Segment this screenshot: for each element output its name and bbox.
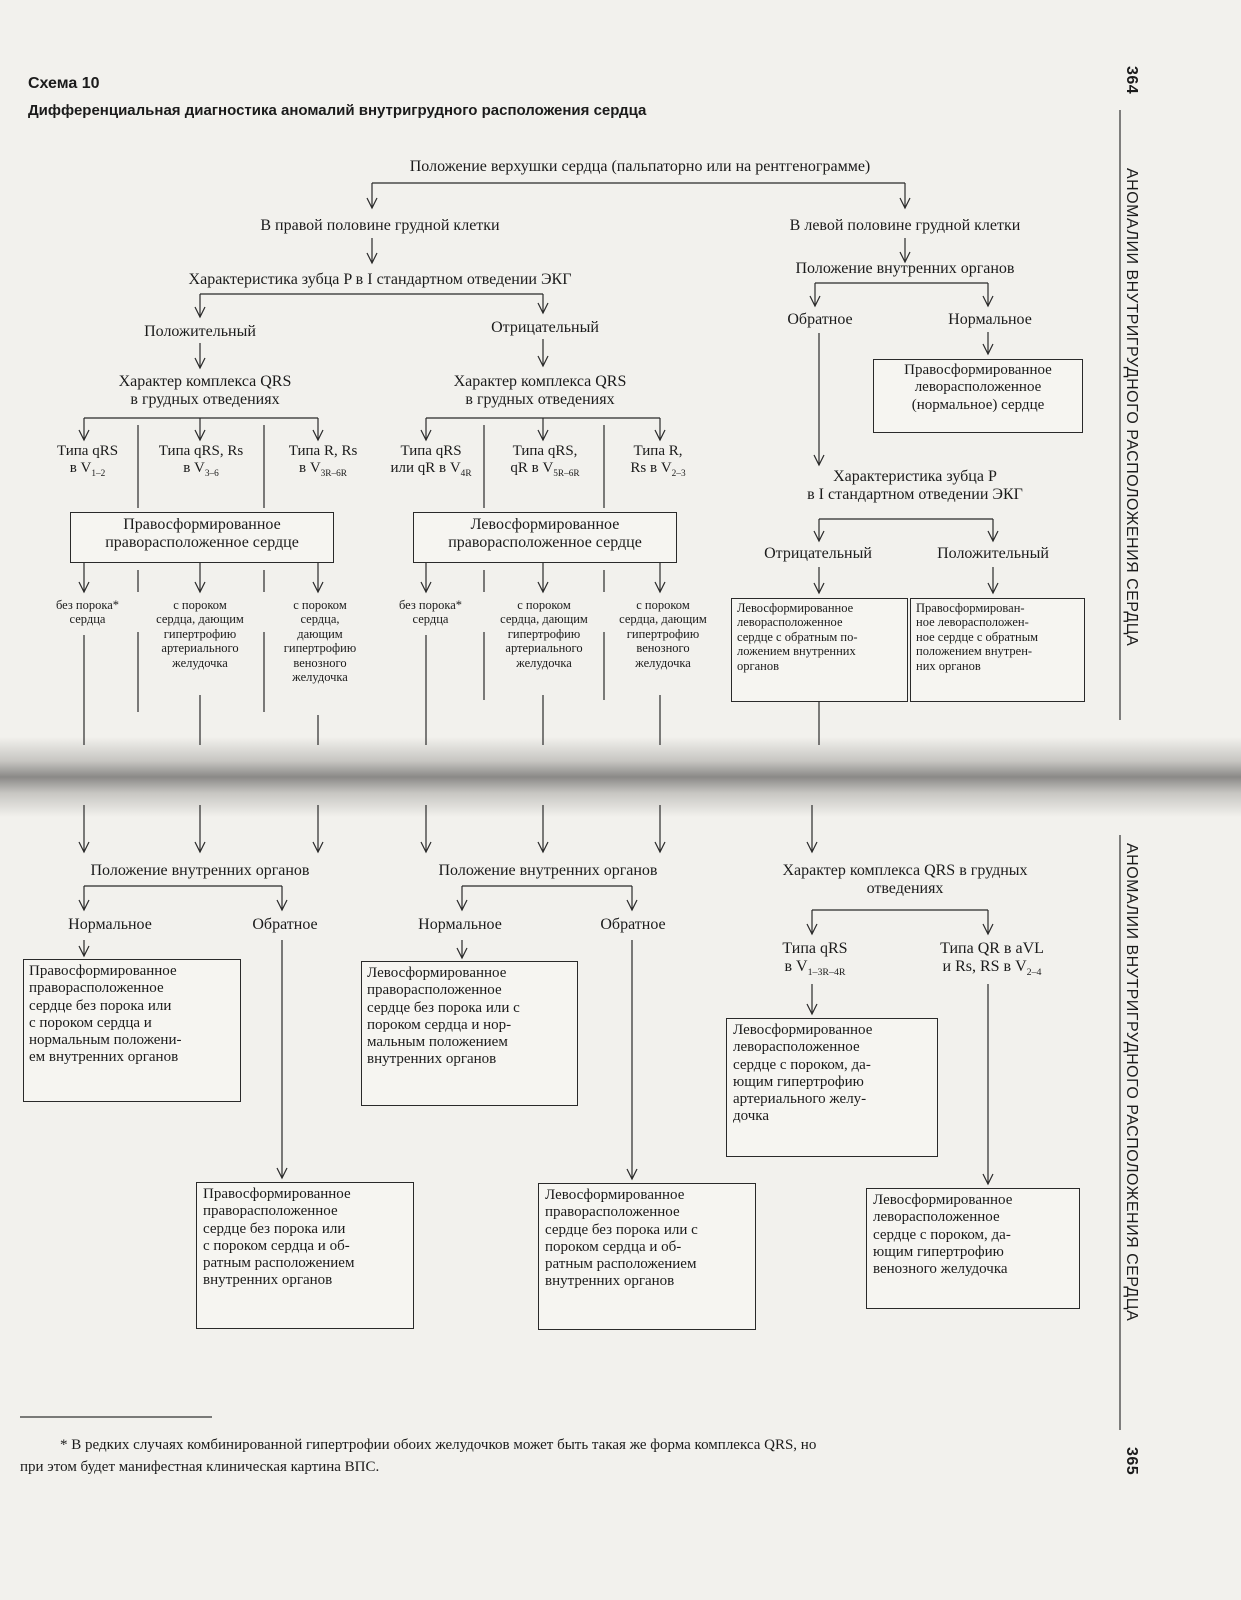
- type-a: Типа qRS в $V_{1-2}$: [56, 443, 119, 480]
- type-h: Типа QR в aVL и Rs, RS в $V_{2-4}$: [940, 940, 1044, 979]
- node-positive-2: Положительный: [937, 545, 1049, 562]
- node-qrs-b3: Характер комплекса QRS в грудных отведениях: [782, 862, 1028, 898]
- footnote-rule: [20, 1415, 220, 1419]
- box-b6: Левосформированное леворасположенное сердце с пороком, да- ющим гипертрофию венозного желудочка: [866, 1188, 1080, 1309]
- node-left-half: В левой половине грудной клетки: [789, 217, 1021, 234]
- page-number-top: 364: [1123, 66, 1140, 95]
- type-b: Типа qRS, Rs в $V_{3-6}$: [158, 443, 244, 480]
- leaf-2: с пороком сердца, дающим гипертрофию артериального желудочка: [156, 598, 244, 670]
- footnote-line-1: * В редких случаях комбинированной гипертрофии обоих желудочков может быть такая же форма комплекса QRS, но: [60, 1437, 817, 1453]
- box-b4: Правосформированное праворасположенное сердце без порока или с пороком сердца и об- ратным расположением внутренних органов: [196, 1182, 414, 1329]
- box-dextro-dextro: Правосформированное праворасположенное сердце: [70, 512, 334, 563]
- running-head-top: АНОМАЛИИ ВНУТРИГРУДНОГО РАСПОЛОЖЕНИЯ СЕРДЦА: [1123, 168, 1140, 647]
- leaf-1: без порока* сердца: [55, 598, 120, 627]
- type-g: Типа qRS в $V_{1-3R-4R}$: [782, 940, 848, 979]
- node-reverse-top: Обратное: [787, 311, 853, 328]
- leaf-4: без порока* сердца: [398, 598, 463, 627]
- box-levo-levo-reverse: Левосформированное леворасположенное сердце с обратным по- ложением внутренних органов: [731, 598, 908, 702]
- node-right-half: В правой половине грудной клетки: [260, 217, 500, 234]
- box-b5: Левосформированное праворасположенное сердце без порока или с пороком сердца и об- ратным расположением внутренних органов: [538, 1183, 756, 1330]
- node-organs-b2: Положение внутренних органов: [438, 862, 658, 879]
- box-b3: Левосформированное леворасположенное сердце с пороком, да- ющим гипертрофию артериального желу- дочка: [726, 1018, 938, 1157]
- type-c: Типа R, Rs в $V_{3R-6R}$: [288, 443, 358, 480]
- type-d: Типа qRS или qR в $V_{4R}$: [390, 443, 472, 480]
- node-qrs-2: Характер комплекса QRS в грудных отведениях: [453, 373, 627, 409]
- scheme-number: Схема 10: [28, 75, 100, 92]
- node-reverse-b2: Обратное: [600, 916, 666, 933]
- leaf-6: с пороком сердца, дающим гипертрофию венозного желудочка: [619, 598, 707, 670]
- box-b2: Левосформированное праворасположенное сердце без порока или с пороком сердца и нор- мальным положением внутренних органов: [361, 961, 578, 1106]
- type-f: Типа R, Rs в $V_{2-3}$: [630, 443, 686, 480]
- node-positive-1: Положительный: [144, 323, 256, 340]
- type-e: Типа qRS, qR в $V_{5R-6R}$: [510, 443, 580, 480]
- node-root: Положение верхушки сердца (пальпаторно или на рентгенограмме): [409, 158, 871, 175]
- leaf-3: с пороком сердца, дающим гипертрофию венозного желудочка: [283, 598, 357, 684]
- node-qrs-1: Характер комплекса QRS в грудных отведениях: [118, 373, 292, 409]
- box-normal-heart: Правосформированное леворасположенное (нормальное) сердце: [873, 359, 1083, 433]
- box-levo-dextro: Левосформированное праворасположенное сердце: [413, 512, 677, 563]
- node-organs-b1: Положение внутренних органов: [90, 862, 310, 879]
- node-p-wave-2: Характеристика зубца P в I стандартном отведении ЭКГ: [807, 468, 1023, 504]
- box-dextro-levo-reverse: Правосформирован- ное леворасположен- ное сердце с обратным положением внутрен- них органов: [910, 598, 1085, 702]
- node-normal-b1: Нормальное: [68, 916, 152, 933]
- leaf-5: с пороком сердца, дающим гипертрофию артериального желудочка: [500, 598, 588, 670]
- node-organs-top: Положение внутренних органов: [795, 260, 1015, 277]
- scheme-title: Дифференциальная диагностика аномалий внутригрудного расположения сердца: [28, 102, 647, 119]
- running-rules: [1110, 110, 1130, 1600]
- node-negative-1: Отрицательный: [491, 319, 599, 336]
- node-normal-top: Нормальное: [948, 311, 1032, 328]
- node-normal-b2: Нормальное: [418, 916, 502, 933]
- node-p-wave-1: Характеристика зубца P в I стандартном отведении ЭКГ: [188, 271, 572, 288]
- running-head-bottom: АНОМАЛИИ ВНУТРИГРУДНОГО РАСПОЛОЖЕНИЯ СЕРДЦА: [1123, 843, 1140, 1322]
- node-reverse-b1: Обратное: [252, 916, 318, 933]
- page-number-bottom: 365: [1123, 1447, 1140, 1476]
- footnote-line-2: при этом будет манифестная клиническая картина ВПС.: [20, 1459, 380, 1475]
- box-b1: Правосформированное праворасположенное сердце без порока или с пороком сердца и нормальным положени- ем внутренних органов: [23, 959, 241, 1102]
- node-negative-2: Отрицательный: [764, 545, 872, 562]
